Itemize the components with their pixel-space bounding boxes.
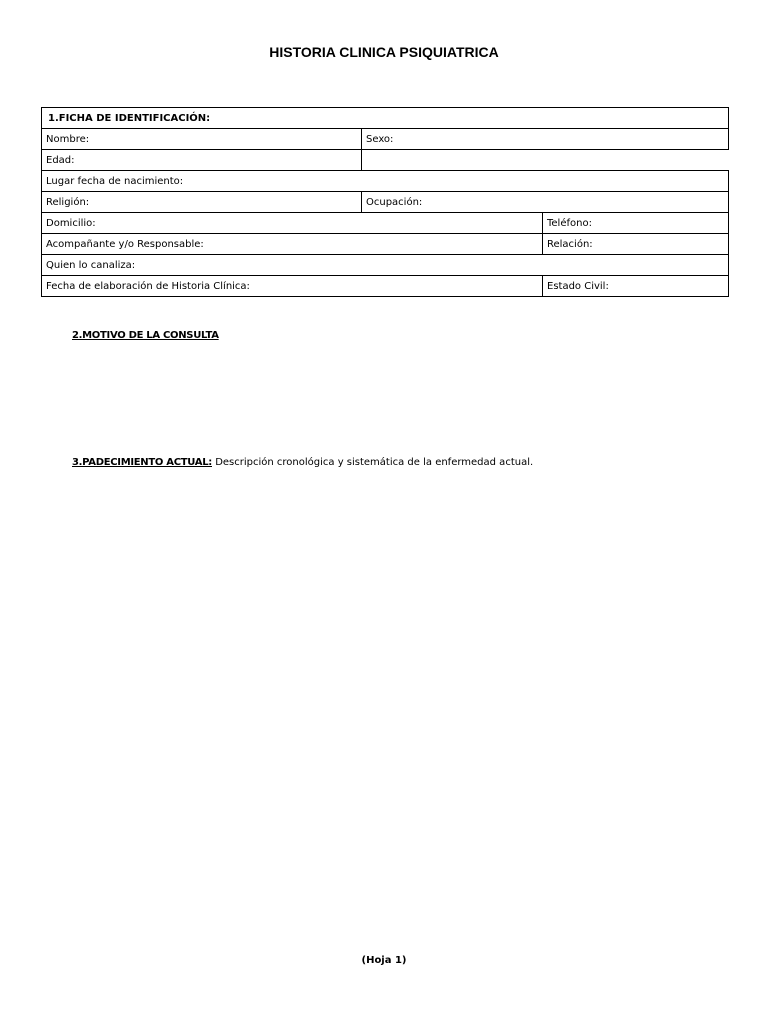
religion-field[interactable]: Religión: [42,192,362,213]
motivo-consulta-section [72,330,219,341]
edad-field[interactable]: Edad: [42,150,362,171]
ocupacion-field[interactable]: Ocupación: [362,192,729,213]
quien-canaliza-field[interactable]: Quien lo canaliza: [42,255,729,276]
fecha-elaboracion-field[interactable]: Fecha de elaboración de Historia Clínica: [42,276,543,297]
nombre-field[interactable]: Nombre: [42,129,362,150]
ficha-identificacion-table [41,107,729,297]
padecimiento-actual-description: Descripción cronológica y sistemática de la enfermedad actual. [215,457,534,468]
lugar-fecha-nacimiento-field[interactable]: Lugar fecha de nacimiento: [42,171,729,192]
page-footer: (Hoja 1) [361,955,407,966]
padecimiento-actual-label: 3.PADECIMIENTO ACTUAL: [72,457,212,468]
relacion-field[interactable]: Relación: [543,234,729,255]
padecimiento-actual-section [72,457,533,468]
acompanante-field[interactable]: Acompañante y/o Responsable: [42,234,543,255]
domicilio-field[interactable]: Domicilio: [42,213,543,234]
ficha-header: 1.FICHA DE IDENTIFICACIÓN: [42,108,729,129]
estado-civil-field[interactable]: Estado Civil: [543,276,729,297]
edad-blank-cell [362,150,729,171]
motivo-consulta-label: 2.MOTIVO DE LA CONSULTA [72,330,219,341]
document-title: HISTORIA CLINICA PSIQUIATRICA [269,44,499,60]
telefono-field[interactable]: Teléfono: [543,213,729,234]
sexo-field[interactable]: Sexo: [362,129,729,150]
